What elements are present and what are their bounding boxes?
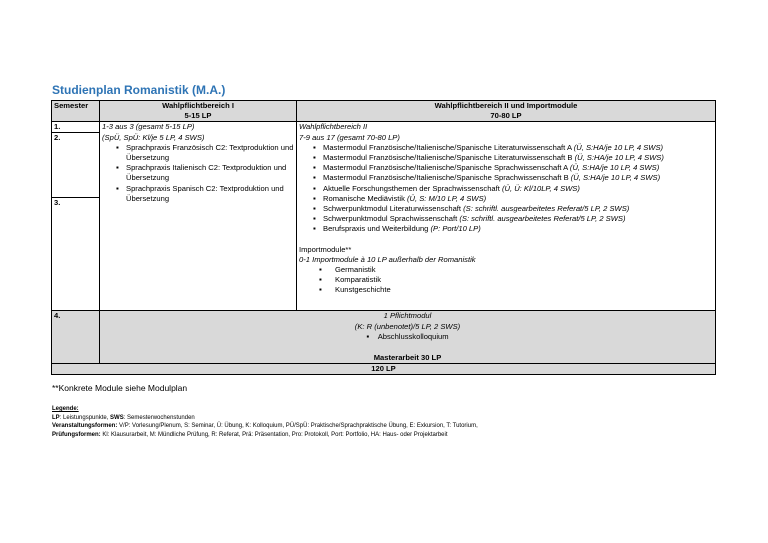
- legend: [52, 405, 478, 439]
- sem4-item: ▪ Abschlusskolloquium: [366, 331, 449, 341]
- list-item: ▪ Berufspraxis und Weiterbildung (P: Port/10 LP): [313, 224, 713, 234]
- wp1-header: Wahlpflichtbereich I 5-15 LP: [100, 101, 297, 122]
- list-item: ▪ Mastermodul Französische/Italienische/Spanische Sprachwissenschaft B (Ü, S:HA/je 10 LP, 4 SWS): [313, 173, 713, 183]
- semesters-1-3-row: [52, 122, 716, 311]
- list-item: ▪ Schwerpunktmodul Sprachwissenschaft (S: schriftl. ausgearbeitetes Referat/5 LP, 2 SWS): [313, 214, 713, 224]
- semester-header: Semester: [52, 101, 100, 122]
- table-header-row: [52, 101, 716, 122]
- wp2-list: [299, 143, 713, 235]
- list-item: ▪ Komparatistik: [319, 275, 713, 285]
- list-item: ▪ Sprachpraxis Italienisch C2: Textproduktion und Übersetzung: [116, 163, 294, 183]
- page-title: Studienplan Romanistik (M.A.): [52, 83, 226, 97]
- semester-1: 1.: [52, 122, 99, 133]
- semester-2: 2.: [52, 133, 99, 198]
- legend-line-pruefung: Prüfungsformen: Kl: Klausurarbeit, M: Mündliche Prüfung, R: Referat, Prä: Präsentation, Pro: Protokoll, Port: Portfolio, HA: Haus- oder Projektarbeit: [52, 431, 448, 438]
- legend-line-lp: LP: Leistungspunkte, SWS: Semesterwochenstunden: [52, 414, 195, 421]
- list-item: ▪ Mastermodul Französische/Italienische/Spanische Literaturwissenschaft B (Ü, S:HA/je 10 LP, 4 SWS): [313, 153, 713, 163]
- import-list: [299, 265, 713, 296]
- semester-4: 4.: [52, 311, 100, 364]
- list-item: ▪ Kunstgeschichte: [319, 285, 713, 295]
- semester-3: 3.: [54, 198, 61, 208]
- wp2-header: Wahlpflichtbereich II und Importmodule 70-80 LP: [297, 101, 716, 122]
- wp1-list: [102, 143, 294, 204]
- list-item: ▪ Aktuelle Forschungsthemen der Sprachwissenschaft (Ü, Ü: Kl/10LP, 4 SWS): [313, 184, 713, 194]
- list-item: ▪ Mastermodul Französische/Italienische/Spanische Literaturwissenschaft A (Ü, S:HA/je 10 LP, 4 SWS): [313, 143, 713, 153]
- list-item: ▪ Sprachpraxis Spanisch C2: Textproduktion und Übersetzung: [116, 184, 294, 204]
- import-line: 0-1 Importmodule à 10 LP außerhalb der Romanistik: [299, 254, 476, 264]
- list-item: ▪ Germanistik: [319, 265, 713, 275]
- semester-4-row: [52, 311, 716, 364]
- legend-line-veranstaltung: Veranstaltungsformen: V/P: Vorlesung/Plenum, S: Seminar, Ü: Übung, K: Kolloquium, PÜ/SpÜ: Praktische/Sprachpraktische Übung, E: Exkursion, T: Tutorium,: [52, 423, 478, 429]
- study-plan-table: [51, 100, 716, 375]
- total-lp: 120 LP: [52, 364, 716, 375]
- legend-title: Legende:: [52, 406, 79, 412]
- list-item: ▪ Sprachpraxis Französisch C2: Textproduktion und Übersetzung: [116, 143, 294, 163]
- footnote: **Konkrete Module siehe Modulplan: [52, 383, 188, 393]
- semester-cells: [52, 122, 100, 311]
- wp2-content: Wahlpflichtbereich II 7-9 aus 17 (gesamt 70-80 LP) ▪ Mastermodul Französische/Italienische/Spanische Literaturwissenschaft A (Ü, S:HA/je 10 LP, 4 SWS) ▪ Mastermodul Französische/Italienische/Spanische Literaturwissenschaft B (Ü, S:HA/je 10 LP, 4 SWS) ▪ Mastermodul Französische/Italienische/Spanische Sprachwissenschaft A (Ü, S:HA/je 10 LP, 4 SWS) ▪ Mastermodul Französische/Italienische/Spanische Sprachwissenschaft B (Ü, S:HA/je 10 LP, 4 SWS) ▪ Aktuelle Forschungsthemen der Sprachwissenschaft (Ü, Ü: Kl/10LP, 4 SWS) ▪ Romanische Mediävistik (Ü, S: M/10 LP, 4 SWS) ▪ Schwerpunktmodul Literaturwissenschaft (S: schriftl. ausgearbeitetes Referat/5 LP, 2 SWS) ▪ Schwerpunktmodul Sprachwissenschaft (S: schriftl. ausgearbeitetes Referat/5 LP, 2 SWS) ▪ Berufspraxis und Weiterbildung (P: Port/10 LP) Importmodule** 0-1 Importmodule à 10 LP außerhalb der Romanistik ▪ Germanistik ▪ Komparatistik ▪ Kunstgeschichte: [297, 122, 716, 311]
- list-item: ▪ Schwerpunktmodul Literaturwissenschaft (S: schriftl. ausgearbeitetes Referat/5 LP, 2 SWS): [313, 204, 713, 214]
- sem4-content: 1 Pflichtmodul (K: R (unbenotet)/5 LP, 2 SWS) ▪ Abschlusskolloquium Masterarbeit 30 LP: [100, 311, 716, 364]
- list-item: ▪ Romanische Mediävistik (Ü, S: M/10 LP, 4 SWS): [313, 194, 713, 204]
- list-item: ▪ Mastermodul Französische/Italienische/Spanische Sprachwissenschaft A (Ü, S:HA/je 10 LP, 4 SWS): [313, 163, 713, 173]
- import-heading: Importmodule**: [299, 244, 352, 254]
- master-thesis: Masterarbeit 30 LP: [373, 353, 442, 363]
- total-row: [52, 364, 716, 375]
- wp1-content: 1-3 aus 3 (gesamt 5-15 LP) (SpÜ, SpÜ: Kl/je 5 LP, 4 SWS) ▪ Sprachpraxis Französisch C2: Textproduktion und Übersetzung ▪ Sprachpraxis Italienisch C2: Textproduktion und Übersetzung ▪ Sprachpraxis Spanisch C2: Textproduktion und Übersetzung: [100, 122, 297, 311]
